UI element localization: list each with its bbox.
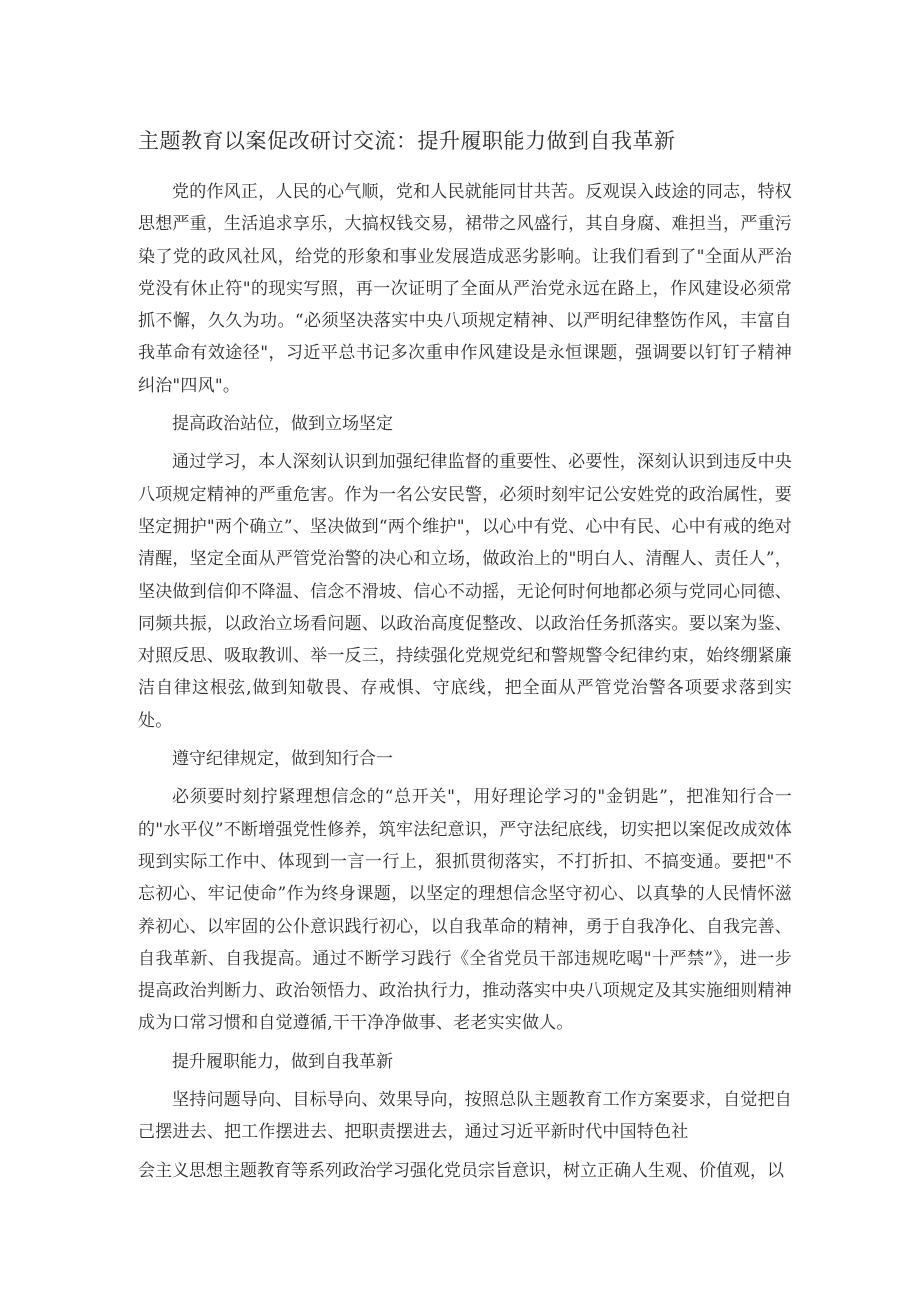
section-body-performance: 坚持问题导向、目标导向、效果导向，按照总队主题教育工作方案要求，自觉把自己摆进去、把工作摆进去、把职责摆进去，通过习近平新时代中国特色社 [138, 1090, 792, 1143]
section-heading-political-stance: 提高政治站位，做到立场坚定 [172, 414, 393, 435]
document-title: 主题教育以案促改研讨交流：提升履职能力做到自我革新 [138, 129, 676, 153]
section-body-political-stance: 通过学习，本人深刻认识到加强纪律监督的重要性、必要性，深刻认识到违反中央八项规定精神的严重危害。作为一名公安民警，必须时刻牢记公安姓党的政治属性，要坚定拥护"两个确立”、坚决做到“两个维护"，以心中有党、心中有民、心中有戒的绝对清醒，坚定全面从严管党治警的决心和立场，做政治上的"明白人、清醒人、责任人”，坚决做到信仰不降温、信念不滑坡、信心不动摇，无论何时何地都必须与党同心同德、同频共振，以政治立场看问题、以政治高度促整改、以政治任务抓落实。要以案为鉴、对照反思、吸取教训、举一反三，持续强化党规党纪和警规警令纪律约束，始终绷紧廉洁自律这根弦,做到知敬畏、存戒惧、守底线，把全面从严管党治警各项要求落到实处。 [138, 452, 792, 731]
section-body-discipline: 必须要时刻拧紧理想信念的“总开关"，用好理论学习的"金钥匙”，把准知行合一的"水平仪”不断增强党性修养，筑牢法纪意识，严守法纪底线，切实把以案促改成效体现到实际工作中、体现到一言一行上，狠抓贯彻落实，不打折扣、不搞变通。要把"不忘初心、牢记使命”作为终身课题，以坚定的理想信念坚守初心、以真挚的人民情怀滋养初心、以牢固的公仆意识践行初心，以自我革命的精神，勇于自我净化、自我完善、自我革新、自我提高。通过不断学习践行《全省党员干部违规吃喝"十严禁”》，进一步提高政治判断力、政治领悟力、政治执行力，推动落实中央八项规定及其实施细则精神成为口常习惯和自觉遵循,干干净净做事、老老实实做人。 [138, 787, 792, 1034]
intro-paragraph: 党的作风正，人民的心气顺，党和人民就能同甘共苦。反观误入歧途的同志，特权思想严重，生活追求享乐，大搞权钱交易，裙带之风盛行，其自身腐、难担当，严重污染了党的政风社风，给党的形象和事业发展造成恶劣影响。让我们看到了"全面从严治党没有休止符"的现实写照，再一次证明了全面从严治党永远在路上，作风建设必须常抓不懈，久久为功。“必须坚决落实中央八项规定精神、以严明纪律整饬作风，丰富自我革命有效途径"，习近平总书记多次重申作风建设是永恒课题，强调要以钉钉子精神纠治"四风"。 [138, 182, 792, 396]
continued-paragraph: 会主义思想主题教育等系列政治学习强化党员宗旨意识，树立正确人生观、价值观，以 [138, 1160, 784, 1181]
section-heading-discipline: 遵守纪律规定，做到知行合一 [172, 749, 393, 770]
section-heading-performance: 提升履职能力，做到自我革新 [172, 1051, 393, 1072]
